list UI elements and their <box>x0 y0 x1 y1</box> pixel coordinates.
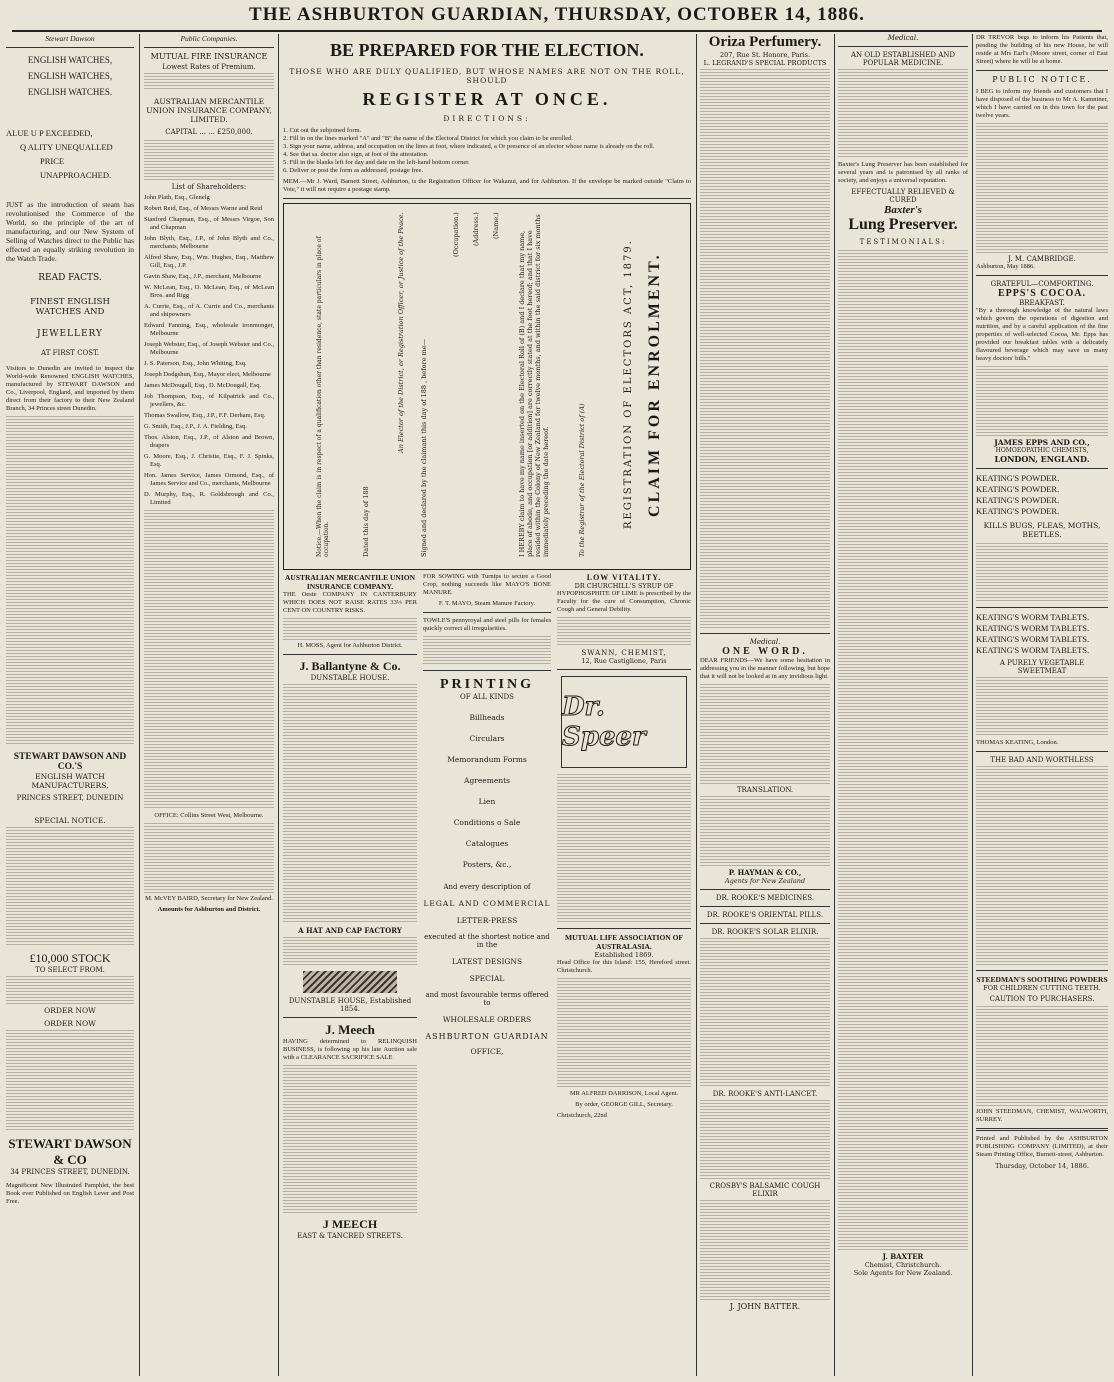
small-print <box>6 827 134 947</box>
mutual-order: By order, GEORGE GILL, Secretary. <box>575 1101 673 1108</box>
firm-subtitle: ENGLISH WATCH MANUFACTURERS, <box>31 772 109 790</box>
footer-address: 34 PRINCES STREET, DUNEDIN. <box>10 1168 130 1176</box>
bad-worthless: THE BAD AND WORTHLESS <box>990 756 1094 764</box>
agent-sign: H. MOSS, Agent for Ashburton District. <box>297 642 403 649</box>
visitors-paragraph: Visitors to Dunedin are invited to inspect the World-wide Renowned ENGLISH WATCHES, manufactured by STEWART DAWSON and Co., Liverpool, England, and imported by them direct from their factory to their New Zealand Branch, 34 Princes street Dunedin. <box>6 365 134 412</box>
shareholder-entry: James McDougall, Esq., D. McDougall, Esq. <box>144 382 262 389</box>
printing-item: Posters, &c., <box>462 860 512 869</box>
swann: SWANN, CHEMIST, <box>581 649 667 657</box>
grateful: GRATEFUL—COMFORTING. <box>990 280 1094 288</box>
small-print <box>838 250 968 1250</box>
watches-lines: ENGLISH WATCHES, ENGLISH WATCHES, ENGLISH WATCHES. <box>27 55 113 97</box>
imprint-date: Thursday, October 14, 1886. <box>995 1162 1089 1170</box>
column-oriza <box>700 34 830 1376</box>
firm-name: STEWART DAWSON AND CO.'S <box>13 752 127 772</box>
column-rule <box>834 34 835 1376</box>
aust-mercantile-body: THE Oeste COMPANY IN CANTERBURY WHICH DOES NOT RAISE RATES 33⅓ PER CENT ON COUNTRY RISKS. <box>283 591 417 614</box>
column-epps-keating <box>976 34 1108 1376</box>
churchill: DR CHURCHILL'S SYRUP OF <box>574 582 674 590</box>
hayman-sub: Agents for New Zealand <box>724 877 806 885</box>
read-facts: READ FACTS. <box>38 273 102 283</box>
printing-legal: LEGAL AND COMMERCIAL <box>423 899 551 908</box>
one-word: ONE WORD. <box>722 646 808 657</box>
small-print <box>976 766 1108 966</box>
directions-list: 1. Cut out the subjoined form. 2. Fill in on the lines marked "A" and "B" the name of the Electoral District for which you claim to be enrolled. 3. Sign your name, address, and occupation on the lines at foot, where indicated, a Or presence of an elector whose name is already on the roll. 4. See that sa. doctor also sign, at foot of the attestation. 5. Fill in the blanks left for day and date on the left-hand bottom corner. 6. Deliver or post the form as addressed, postage free. <box>283 127 655 174</box>
shareholder-entry: John Plath, Esq., Glenelg <box>144 194 210 201</box>
intro-paragraph: JUST as the introduction of steam has revolutionised the Commerce of the World, so the principle of the art of manufacturing, and our New System of Selling of Watches direct to the Public has effected an equally striking revolution in the Watch Trade. <box>6 200 134 263</box>
steedman-sign: JOHN STEEDMAN, CHEMIST, WALWORTH, SURREY. <box>976 1108 1108 1123</box>
special-notice: SPECIAL NOTICE. <box>34 816 106 825</box>
mutual-fire: MUTUAL FIRE INSURANCE <box>150 52 268 61</box>
hayman: P. HAYMAN & CO., <box>728 868 802 877</box>
shareholders-heading: List of Shareholders: <box>171 183 247 191</box>
baxter-agents: Sole Agents for New Zealand. <box>853 1269 953 1277</box>
purely: A PURELY VEGETABLE SWEETMEAT <box>999 659 1085 675</box>
mutual-agent: MR ALFRED DARRISON, Local Agent. <box>569 1090 679 1097</box>
printing-latest: LATEST DESIGNS <box>451 957 523 966</box>
bottom-note: Amounts for Ashburton and District. <box>157 906 261 913</box>
subcol-middle <box>423 573 551 1056</box>
column-public-companies <box>144 34 274 1376</box>
medical-heading: Medical. <box>887 34 919 42</box>
mutual-office: Head Office for this Island: 155, Hereford street. Christchurch. <box>557 959 691 974</box>
form-dated: Dated this day of 188 <box>362 486 370 557</box>
speer-logo: Dr. Speer <box>561 676 687 768</box>
swann-address: 12, Rue Castiglione, Paris <box>581 657 667 665</box>
secretary: M. McVEY BAIRD, Secretary for New Zealand. <box>145 895 273 902</box>
epps-sub: HOMOEOPATHIC CHEMISTS, <box>995 447 1089 454</box>
printing-office-2: OFFICE, <box>470 1047 504 1056</box>
printing-item: Memorandum Forms <box>447 755 527 764</box>
form-claim: CLAIM FOR ENROLMENT. <box>646 252 663 517</box>
mutual-date: Christchurch, 22nd <box>557 1112 607 1119</box>
public-notice: PUBLIC NOTICE. <box>992 75 1092 84</box>
one-word-body: DEAR FRIENDS—We have some hesitation in addressing you in the manner following, but hope that it will not be looked at in any invidious light. <box>700 657 830 680</box>
epps-body: "By a thorough knowledge of the natural laws which govern the operations of digestion and nutrition, and by a careful application of the fine properties of well-selected Cocoa, Mr. Epps has provided our breakfast tables with a delicately flavoured beverage which may save us many heavy doctors' bills." <box>976 307 1108 362</box>
keating-sign: THOMAS KEATING, London. <box>976 739 1059 746</box>
testimonials: TESTIMONIALS: <box>859 238 947 246</box>
caution: CAUTION TO PURCHASERS. <box>989 995 1095 1003</box>
small-print <box>976 1006 1108 1106</box>
capital: CAPITAL ... ... £250,000. <box>165 128 253 136</box>
small-print <box>976 123 1108 253</box>
small-print <box>144 140 274 180</box>
meech-footer: J MEECH <box>322 1217 378 1231</box>
crosby: CROSBY'S BALSAMIC COUGH ELIXIR <box>709 1182 821 1198</box>
baxter-body: Baxter's Lung Preserver has been established for several years and is patronised by all ranks of society, and enjoys a universal reputation. <box>838 161 968 184</box>
masthead: THE ASHBURTON GUARDIAN, THURSDAY, OCTOBER 14, 1886. <box>249 4 865 25</box>
form-name: (Name.) <box>492 212 500 239</box>
small-print <box>144 510 274 810</box>
small-print <box>283 684 417 924</box>
ballantyne-name: J. Ballantyne & Co. <box>299 659 401 673</box>
column-baxter <box>838 34 968 1376</box>
col4-bottom: J. JOHN BATTER. <box>729 1302 801 1311</box>
oriza-title: Oriza Perfumery. <box>708 34 822 50</box>
medical-heading: Medical. <box>749 638 781 646</box>
jewellery-heading: JEWELLERY <box>37 329 103 339</box>
meech-name: J. Meech <box>325 1022 375 1037</box>
baxter-sign: J. BAXTER <box>882 1252 924 1261</box>
shareholder-entry: Gavin Shaw, Esq., J.P., merchant, Melbourne <box>144 273 262 280</box>
worm-line: KEATING'S WORM TABLETS. <box>976 634 1090 644</box>
trevor-notice: DR TREVOR begs to inform his Patients that, pending the building of his new House, he will reside at Mrs Earl's (Moore street, corner of East Street) where he will be at home. <box>976 34 1108 65</box>
old-established: AN OLD ESTABLISHED AND POPULAR MEDICINE. <box>850 51 956 67</box>
finest-heading: FINEST ENGLISH WATCHES AND <box>30 297 110 317</box>
breakfast: BREAKFAST. <box>1019 299 1065 307</box>
election-headline: BE PREPARED FOR THE ELECTION. <box>330 40 644 60</box>
order-now-2: ORDER NOW <box>44 1019 96 1028</box>
shareholder-entry: Alfred Shaw, Esq., Wm. Hughes, Esq., Matthew Gill, Esq., J.P. <box>144 254 274 269</box>
column-header: Public Companies. <box>180 34 238 43</box>
small-print <box>976 677 1108 737</box>
masthead-rule <box>12 30 1102 32</box>
value-tags: ALUE U P EXCEEDED, Q ALITY UNEQUALLED PRICE UNAPPROACHED. <box>6 128 113 180</box>
form-body: I HEREBY claim to have my name inserted on the Electoral Roll of (B) and I declare that my name, place of abode, and occupation [or addition] are correctly stated at the foot hereof; and that I have resided within the Colony of New Zealand for twelve months, and within the said district for six months immediately preceding the date hereof. <box>518 214 550 557</box>
column-rule <box>139 34 140 1376</box>
firm-address: PRINCES STREET, DUNEDIN <box>16 794 124 802</box>
shareholder-entry: Stanford Chapman, Esq., of Messrs Virgoe, Son and Chapman <box>144 216 274 231</box>
mayo-sign: F. T. MAYO, Steam Manure Factory. <box>438 600 536 607</box>
column-rule <box>972 34 973 1376</box>
small-print <box>700 69 830 629</box>
register-heading: REGISTER AT ONCE. <box>362 89 612 109</box>
lowest-rates: Lowest Rates of Premium. <box>162 63 256 71</box>
memo: MEM.—Mr J. Ward, Barnett Street, Ashburton, is the Registration Officer for Wakanui, and for Ashburton. If the envelope be marked outside "Claim to Vote," it will not require a postage stamp. <box>283 178 691 193</box>
aust-mercantile-ad: AUSTRALIAN MERCANTILE UNION INSURANCE COMPANY. <box>284 573 416 591</box>
printing-exec: executed at the shortest notice and in the <box>424 933 550 949</box>
printing-list <box>423 707 551 875</box>
ballantyne-sub: DUNSTABLE HOUSE. <box>310 674 390 682</box>
shareholder-entry: G. Smith, Esq., J.P., J. A. Fielding, Esq. <box>144 423 247 430</box>
keating-line: KEATING'S POWDER. <box>976 473 1060 483</box>
form-signed: Signed and declared by the claimant this day of 188 , before me— <box>420 338 428 557</box>
keating-line: KEATING'S POWDER. <box>976 484 1060 494</box>
shareholder-entry: Thos. Alston, Esq., J.P., of Alston and Brown, drapers <box>144 434 274 449</box>
column-election <box>283 34 691 1376</box>
form-notice: Notice.—When the claim is in respect of a qualification other than residence, state particulars in place of occupation. <box>316 236 330 557</box>
shareholder-entry: Joseph Dodgshun, Esq., Mayor elect, Melbourne <box>144 371 271 378</box>
meech-body: HAVING determined to RELINQUISH BUSINESS, is following up his late Auction sale with a CLEARANCE SACRIFICE SALE <box>283 1038 417 1061</box>
imprint: Printed and Published by the ASHBURTON PUBLISHING COMPANY (LIMITED), at their Steam Printing Office, Burnett-street, Ashburton. <box>976 1135 1108 1158</box>
baxter-name: Baxter's <box>884 204 922 216</box>
form-to: To the Registrar of the Electoral District of (A) <box>578 403 586 557</box>
office-address: OFFICE: Collins Street West, Melbourne. <box>154 812 264 819</box>
low-vitality: LOW VITALITY. <box>586 573 662 582</box>
printing-item: Circulars <box>469 734 505 743</box>
form-occupation: (Occupation.) <box>452 212 460 257</box>
small-print <box>976 543 1108 603</box>
shareholder-entry: Edward Fanning, Esq., wholesale ironmonger, Melbourne <box>144 322 274 337</box>
form-title: REGISTRATION OF ELECTORS ACT, 1879. <box>623 239 634 530</box>
small-print <box>838 69 968 159</box>
footer-note: Magnificent New Illustrated Pamphlet, the best Book ever Published on English Lever and Post Free. <box>6 1182 134 1205</box>
shareholder-entry: Robert Reid, Esq., of Messrs Warne and Reid <box>144 205 263 212</box>
subcol-right <box>557 573 691 1123</box>
order-now: ORDER NOW <box>44 1006 96 1015</box>
election-subhead: THOSE WHO ARE DULY QUALIFIED, BUT WHOSE NAMES ARE NOT ON THE ROLL, SHOULD <box>289 67 685 85</box>
worm-line: KEATING'S WORM TABLETS. <box>976 645 1090 655</box>
churchill-body: HYPOPHOSPHITE OF LIME is prescribed by the Faculty for the cure of Consumption, Chronic Cough and General Debility. <box>557 590 691 613</box>
dunstable-house: DUNSTABLE HOUSE, Established 1854. <box>288 997 412 1013</box>
rooke-2: DR. ROOKE'S ORIENTAL PILLS. <box>706 911 824 919</box>
towle-ad: TOWLE'S pennyroyal and steel pills for females quickly correct all irregularities. <box>423 617 551 632</box>
column-rule <box>278 34 279 1376</box>
small-print <box>557 774 691 924</box>
oriza-products: L. LEGRAND'S SPECIAL PRODUCTS <box>703 59 827 67</box>
shareholder-entry: Thomas Swallow, Esq., J.P., F.F. Derham, Esq. <box>144 412 266 419</box>
printing-item: Conditions o Sale <box>453 818 521 827</box>
shareholder-entry: G. Moore, Esq., J. Christie, Esq., F. J. Spinks, Esq. <box>144 453 274 468</box>
printing-item: Billheads <box>469 713 505 722</box>
rooke-4: DR. ROOKE'S ANTI-LANCET. <box>712 1090 818 1098</box>
form-elector: An Elector of the District, or Registration Officer, or Justice of the Peace. <box>397 212 405 453</box>
cambridge-sign: J. M. CAMBRIDGE. <box>1008 255 1076 263</box>
mutual-life: MUTUAL LIFE ASSOCIATION OF AUSTRALASIA. <box>564 933 683 951</box>
kills: KILLS BUGS, FLEAS, MOTHS, BEETLES. <box>983 521 1101 539</box>
printing-item: Agreements <box>464 776 510 785</box>
worm-line: KEATING'S WORM TABLETS. <box>976 612 1090 622</box>
oriza-address: 207, Rue St. Honore, Paris. <box>719 51 811 59</box>
printing-sub: OF ALL KINDS <box>460 693 514 701</box>
shareholder-entry: Joseph Webster, Esq., of Joseph Webster and Co., Melbourne <box>144 341 274 356</box>
keating-list <box>976 473 1108 517</box>
cambridge-date: Ashburton, May 1886. <box>976 263 1035 270</box>
column-stewart-dawson <box>6 34 134 1376</box>
first-cost: AT FIRST COST. <box>41 349 99 357</box>
printing-office: ASHBURTON GUARDIAN <box>425 1032 549 1041</box>
printing-item: Lien <box>478 797 496 806</box>
meech-address: EAST & TANCRED STREETS. <box>297 1232 403 1240</box>
directions-heading: DIRECTIONS: <box>443 114 531 123</box>
small-print <box>6 416 134 746</box>
shareholder-entry: Hon. James Service, James Ormond, Esq., of James Service and Co., merchants, Melbourne <box>144 472 274 487</box>
keating-line: KEATING'S POWDER. <box>976 495 1060 505</box>
stewart-dawson-footer: STEWART DAWSON & CO <box>8 1136 132 1167</box>
column-header: Stewart Dawson <box>45 34 95 43</box>
printing-wholesale: WHOLESALE ORDERS <box>442 1015 532 1024</box>
form-address: (Address.) <box>472 212 480 246</box>
steedman-sub: FOR CHILDREN CUTTING TEETH. <box>983 984 1101 992</box>
mayo-ad: FOR SOWING with Turnips to secure a Good Crop, nothing succeeds like MAYO'S BONE MANURE. <box>423 573 551 596</box>
shareholder-entry: John Blyth, Esq., J.P., of John Blyth and Co., merchants, Melbourne <box>144 235 274 250</box>
small-print <box>283 1065 417 1215</box>
shareholder-entry: W. McLean, Esq., O. McLean, Esq., of McLean Bros. and Rigg <box>144 284 274 299</box>
epps-cocoa: EPPS'S COCOA. <box>997 288 1086 299</box>
shareholder-entry: A. Currie, Esq., of A. Currie and Co., merchants and shipowners <box>144 303 274 318</box>
shareholder-entry: J. S. Paterson, Esq., John Whiting, Esq. <box>144 360 247 367</box>
aust-mercantile: AUSTRALIAN MERCANTILE UNION INSURANCE COMPANY, LIMITED. <box>146 97 272 124</box>
steedman: STEEDMAN'S SOOTHING POWDERS <box>976 975 1108 984</box>
effectually: EFFECTUALLY RELIEVED & CURED <box>851 188 955 204</box>
registration-form <box>283 203 691 570</box>
column-rule <box>696 34 697 1376</box>
printing-item: Catalogues <box>465 839 509 848</box>
shareholder-entry: Job Thompson, Esq., of Kilpatrick and Co., jewellers, &c. <box>144 393 274 408</box>
small-print <box>557 978 691 1088</box>
small-print <box>6 1030 134 1130</box>
shareholder-entry: D. Murphy, Esq., R. Goldsbrough and Co., Limited <box>144 491 274 506</box>
printing-terms: and most favourable terms offered to <box>425 991 549 1007</box>
house-illustration <box>303 971 397 993</box>
printing-and: And every description of <box>443 883 531 891</box>
small-print <box>6 976 134 1004</box>
baxter-chemist: Chemist, Christchurch. <box>864 1261 942 1269</box>
small-print <box>976 366 1108 436</box>
printing-heading: PRINTING <box>439 677 534 692</box>
subcol-left <box>283 573 417 1240</box>
hat-factory: A HAT AND CAP FACTORY <box>298 926 402 935</box>
shareholder-list <box>144 194 274 507</box>
small-print <box>144 73 274 91</box>
printing-special: SPECIAL <box>469 974 505 983</box>
translation: TRANSLATION. <box>736 786 794 794</box>
rooke-3: DR. ROOKE'S SOLAR ELIXIR. <box>711 928 819 936</box>
epps-sign: JAMES EPPS AND CO., <box>994 438 1090 447</box>
lung-preserver: Lung Preserver. <box>848 216 958 233</box>
rooke-1: DR. ROOKE'S MEDICINES. <box>715 894 815 902</box>
stock-amount: £10,000 STOCK <box>29 951 111 965</box>
worm-list <box>976 612 1108 656</box>
stock-sub: TO SELECT FROM. <box>35 966 105 974</box>
established: Established 1869. <box>594 951 654 959</box>
public-notice-body: I BEG to inform my friends and customers that I have disposed of the business to Mr A. Kamniner, which I have carried on in this town for the past twelve years. <box>976 88 1108 119</box>
epps-city: LONDON, ENGLAND. <box>994 454 1090 464</box>
keating-line: KEATING'S POWDER. <box>976 506 1060 516</box>
worm-line: KEATING'S WORM TABLETS. <box>976 623 1090 633</box>
small-print <box>144 823 274 893</box>
printing-letter: LETTER-PRESS <box>456 916 518 925</box>
